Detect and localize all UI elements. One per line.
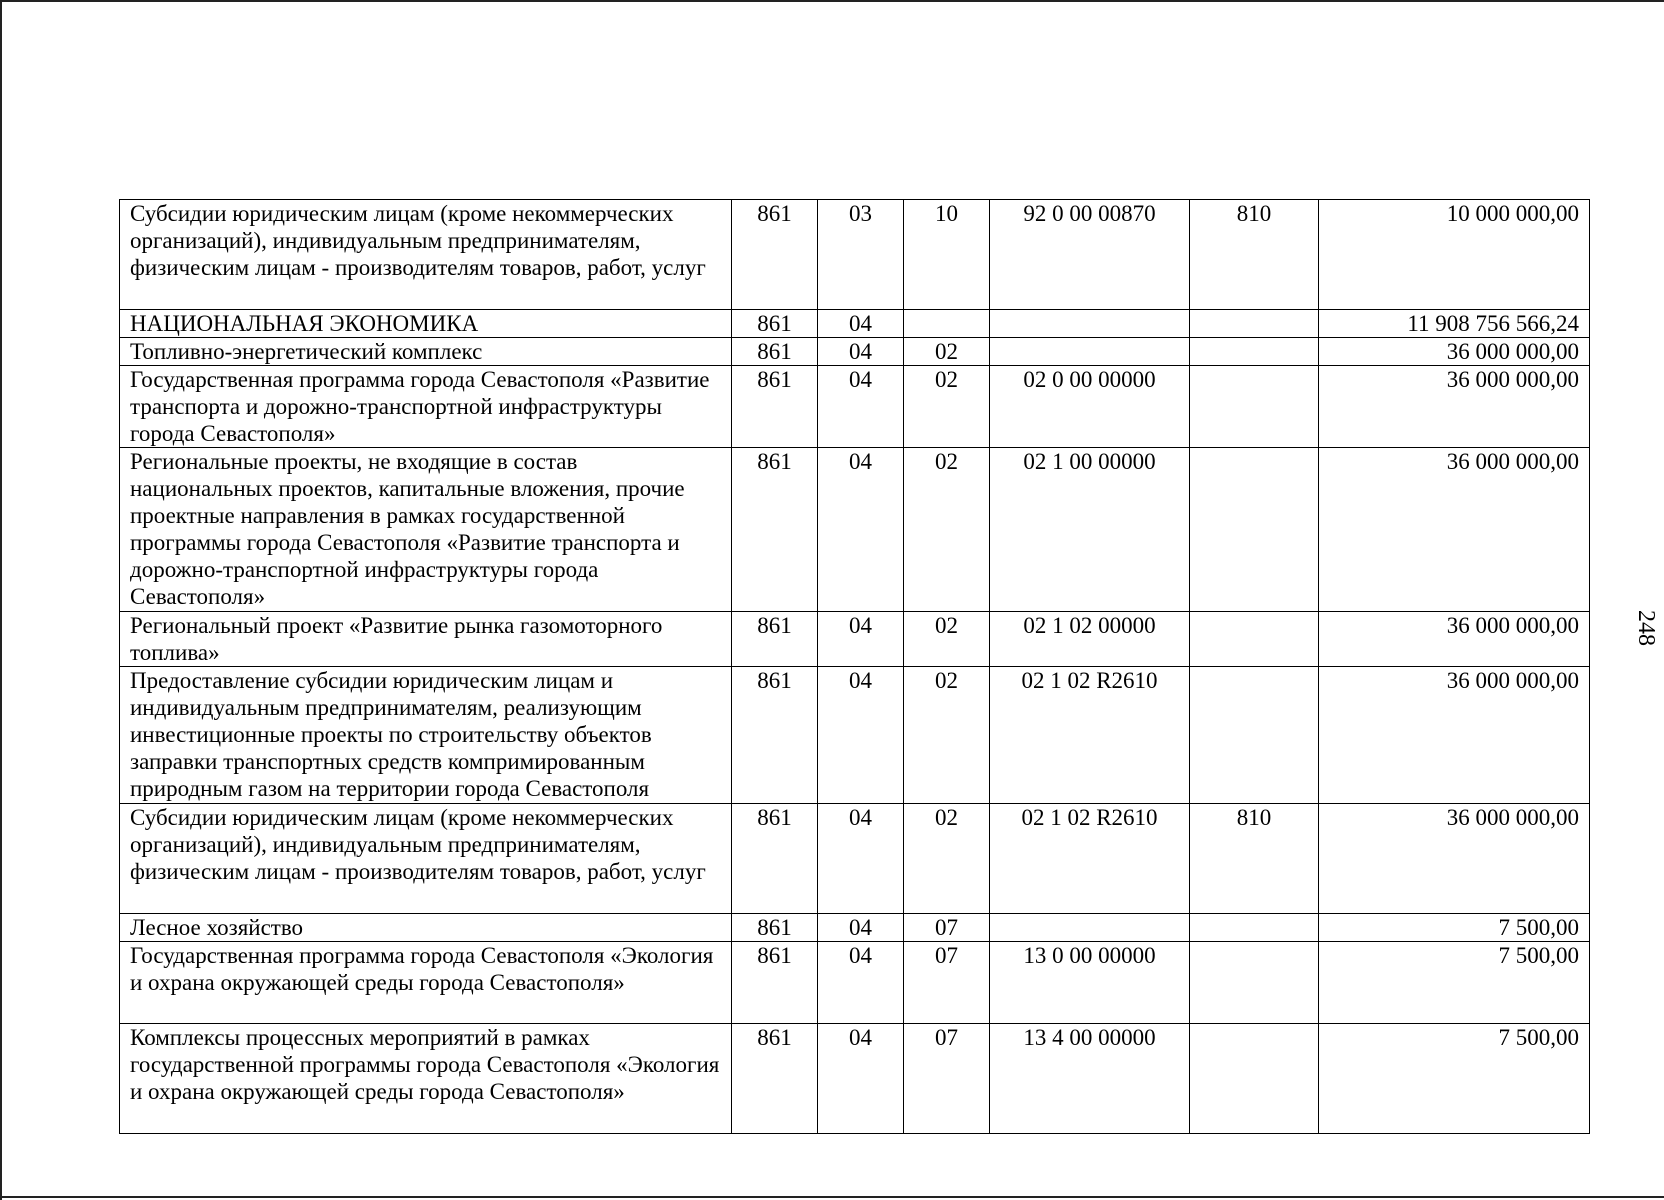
row-department-code: 861 bbox=[732, 914, 818, 942]
row-expense-type-code bbox=[1190, 667, 1319, 804]
row-target-article-code: 13 0 00 00000 bbox=[990, 942, 1190, 1024]
row-section-code: 04 bbox=[818, 1024, 904, 1134]
row-section-code: 03 bbox=[818, 200, 904, 310]
row-expense-type-code bbox=[1190, 942, 1319, 1024]
row-expense-type-code bbox=[1190, 448, 1319, 612]
row-expense-type-code bbox=[1190, 1024, 1319, 1134]
row-name: Региональные проекты, не входящие в состав национальных проектов, капитальные вложения, прочие проектные направления в рамках государственной программы города Севастополя «Развитие транспорта и дорожно-транспортной инфраструктуры города Севастополя» bbox=[120, 448, 732, 612]
row-target-article-code: 92 0 00 00870 bbox=[990, 200, 1190, 310]
row-subsection-code: 02 bbox=[904, 448, 990, 612]
row-department-code: 861 bbox=[732, 1024, 818, 1134]
row-expense-type-code: 810 bbox=[1190, 804, 1319, 914]
row-subsection-code: 02 bbox=[904, 338, 990, 366]
row-amount: 10 000 000,00 bbox=[1319, 200, 1590, 310]
row-section-code: 04 bbox=[818, 448, 904, 612]
row-target-article-code bbox=[990, 310, 1190, 338]
row-department-code: 861 bbox=[732, 338, 818, 366]
row-section-code: 04 bbox=[818, 612, 904, 667]
row-amount: 7 500,00 bbox=[1319, 942, 1590, 1024]
row-amount: 36 000 000,00 bbox=[1319, 612, 1590, 667]
row-target-article-code bbox=[990, 914, 1190, 942]
row-department-code: 861 bbox=[732, 612, 818, 667]
row-target-article-code bbox=[990, 338, 1190, 366]
table-row bbox=[120, 200, 1590, 310]
row-department-code: 861 bbox=[732, 366, 818, 448]
row-department-code: 861 bbox=[732, 942, 818, 1024]
row-name: Региональный проект «Развитие рынка газомоторного топлива» bbox=[120, 612, 732, 667]
row-section-code: 04 bbox=[818, 914, 904, 942]
row-expense-type-code bbox=[1190, 914, 1319, 942]
page-border-bottom bbox=[0, 1196, 1664, 1198]
row-department-code: 861 bbox=[732, 667, 818, 804]
table-row bbox=[120, 310, 1590, 338]
row-target-article-code: 02 1 02 R2610 bbox=[990, 804, 1190, 914]
row-subsection-code: 07 bbox=[904, 914, 990, 942]
row-subsection-code: 07 bbox=[904, 942, 990, 1024]
row-amount: 36 000 000,00 bbox=[1319, 448, 1590, 612]
row-amount: 7 500,00 bbox=[1319, 1024, 1590, 1134]
row-name: Субсидии юридическим лицам (кроме некоммерческих организаций), индивидуальным предпринимателям, физическим лицам - производителям товаров, работ, услуг bbox=[120, 200, 732, 310]
row-amount: 7 500,00 bbox=[1319, 914, 1590, 942]
row-section-code: 04 bbox=[818, 366, 904, 448]
row-department-code: 861 bbox=[732, 310, 818, 338]
table-row bbox=[120, 1024, 1590, 1134]
row-target-article-code: 02 1 00 00000 bbox=[990, 448, 1190, 612]
row-department-code: 861 bbox=[732, 448, 818, 612]
row-expense-type-code bbox=[1190, 366, 1319, 448]
row-amount: 36 000 000,00 bbox=[1319, 667, 1590, 804]
row-name: Государственная программа города Севастополя «Развитие транспорта и дорожно-транспортной инфраструктуры города Севастополя» bbox=[120, 366, 732, 448]
row-section-code: 04 bbox=[818, 338, 904, 366]
table-row bbox=[120, 612, 1590, 667]
table-row bbox=[120, 448, 1590, 612]
row-amount: 36 000 000,00 bbox=[1319, 338, 1590, 366]
row-name: НАЦИОНАЛЬНАЯ ЭКОНОМИКА bbox=[120, 310, 732, 338]
page-border-top bbox=[0, 0, 1664, 2]
row-target-article-code: 02 0 00 00000 bbox=[990, 366, 1190, 448]
row-expense-type-code bbox=[1190, 612, 1319, 667]
row-subsection-code: 02 bbox=[904, 804, 990, 914]
page-number: 248 bbox=[1633, 610, 1659, 646]
row-subsection-code: 07 bbox=[904, 1024, 990, 1134]
row-subsection-code: 02 bbox=[904, 366, 990, 448]
row-expense-type-code bbox=[1190, 338, 1319, 366]
row-department-code: 861 bbox=[732, 804, 818, 914]
row-section-code: 04 bbox=[818, 310, 904, 338]
budget-table bbox=[119, 199, 1590, 1134]
row-section-code: 04 bbox=[818, 667, 904, 804]
table-row bbox=[120, 914, 1590, 942]
row-name: Субсидии юридическим лицам (кроме некоммерческих организаций), индивидуальным предпринимателям, физическим лицам - производителям товаров, работ, услуг bbox=[120, 804, 732, 914]
row-amount: 36 000 000,00 bbox=[1319, 804, 1590, 914]
row-subsection-code: 02 bbox=[904, 612, 990, 667]
row-name: Государственная программа города Севастополя «Экология и охрана окружающей среды города Севастополя» bbox=[120, 942, 732, 1024]
row-department-code: 861 bbox=[732, 200, 818, 310]
row-subsection-code: 10 bbox=[904, 200, 990, 310]
row-section-code: 04 bbox=[818, 942, 904, 1024]
row-subsection-code bbox=[904, 310, 990, 338]
row-target-article-code: 02 1 02 R2610 bbox=[990, 667, 1190, 804]
row-name: Комплексы процессных мероприятий в рамках государственной программы города Севастополя «Экология и охрана окружающей среды города Севастополя» bbox=[120, 1024, 732, 1134]
row-expense-type-code: 810 bbox=[1190, 200, 1319, 310]
row-name: Лесное хозяйство bbox=[120, 914, 732, 942]
row-target-article-code: 02 1 02 00000 bbox=[990, 612, 1190, 667]
row-name: Предоставление субсидии юридическим лицам и индивидуальным предпринимателям, реализующим инвестиционные проекты по строительству объектов заправки транспортных средств компримированным природным газом на территории города Севастополя bbox=[120, 667, 732, 804]
row-subsection-code: 02 bbox=[904, 667, 990, 804]
row-amount: 11 908 756 566,24 bbox=[1319, 310, 1590, 338]
table-row bbox=[120, 366, 1590, 448]
table-row bbox=[120, 804, 1590, 914]
table-row bbox=[120, 942, 1590, 1024]
page-border-left bbox=[0, 0, 2, 1200]
table-row bbox=[120, 667, 1590, 804]
row-name: Топливно-энергетический комплекс bbox=[120, 338, 732, 366]
row-amount: 36 000 000,00 bbox=[1319, 366, 1590, 448]
row-target-article-code: 13 4 00 00000 bbox=[990, 1024, 1190, 1134]
table-row bbox=[120, 338, 1590, 366]
row-section-code: 04 bbox=[818, 804, 904, 914]
row-expense-type-code bbox=[1190, 310, 1319, 338]
